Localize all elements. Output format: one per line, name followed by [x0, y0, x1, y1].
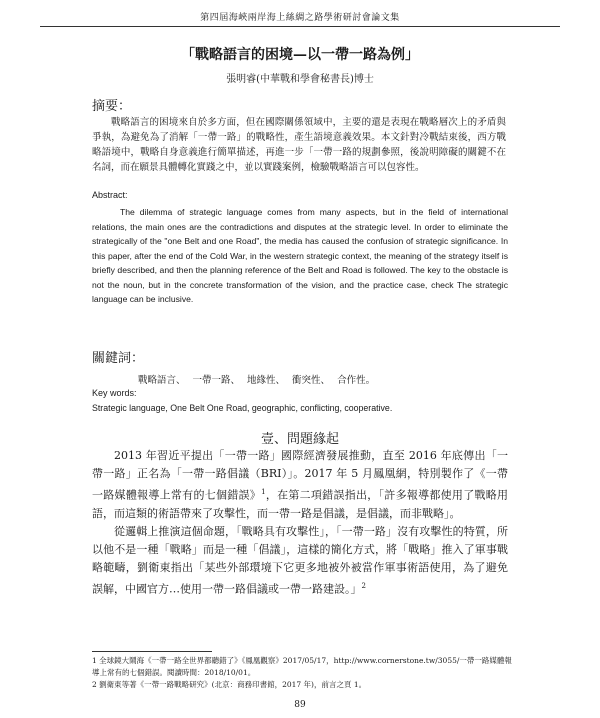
footnote-1: 1 全球鏡大鬧海《一帶一路全世界都聽錯了》《鳳凰觀察》2017/05/17，http://www.cornerstone.tw/3055/一帶一路媒體報導上常有的七個錯誤。閱讀時間：2018/10/01。	[92, 656, 512, 677]
footnotes	[92, 655, 512, 691]
body-paragraph-1-cont: ，在第二項錯誤指出，「許多報導都使用了戰略用語，而這類的術語帶來了攻擊性，而一帶一路是倡議，是倡議，而非戰略」。	[92, 488, 509, 520]
keywords-en-text: Strategic language, One Belt One Road, geographic, conflicting, cooperative.	[92, 403, 393, 413]
abstract-en-heading: Abstract:	[92, 190, 128, 200]
running-header: 第四屆海峽兩岸海上絲綢之路學術研討會論文集	[200, 13, 400, 23]
header-rule	[40, 26, 560, 27]
keywords-zh-text: 戰略語言、 一帶一路、 地緣性、 衝突性、 合作性。	[138, 375, 376, 386]
section-body	[92, 447, 508, 598]
footnote-ref-1[interactable]: 1	[261, 488, 266, 496]
abstract-zh-heading: 摘要：	[92, 99, 132, 114]
body-paragraph-1-text: 2013 年習近平提出「一帶一路」國際經濟發展推動，直至 2016 年底傳出「一帶一路」正名為「一帶一路倡議（BRI）」。2017 年 5 月鳳凰網，特別製作了《一帶一路媒體報導上常有的七個錯誤》	[92, 449, 508, 502]
page-number: 89	[294, 700, 306, 710]
body-paragraph-1	[92, 447, 508, 523]
body-paragraph-2-text: 從邏輯上推演這個命題，「戰略具有攻擊性」，「一帶一路」沒有攻擊性的特質，所以他不是一種「戰略」而是一種「倡議」，這樣的簡化方式，將「戰略」推入了軍事戰略範疇，劉衛東指出「某些外部環境下它更多地被外被當作軍事術語使用，為了避免誤解，中國官方…使用一帶一路倡議或一帶一路建設。」	[92, 524, 508, 596]
footnote-ref-2[interactable]: 2	[361, 581, 366, 590]
abstract-en-text: The dilemma of strategic language comes from many aspects, but in the field of international relations, the main ones are the contradictions and disputes at the strategic level. In order to eliminate the strategically of the "one Belt and one Road", the media has caused the confusion of strategic significance. In this paper, after the end of the Cold War, in the western strategic context, the meaning of the strategy itself is briefly described, and then the planning reference of the Belt and Road is followed. The key to the obstacle is not the noun, but in the concrete transformation of the vision, and the practice case, check The strategic language can be inclusive.	[92, 207, 508, 304]
footnote-2: 2 劉衛東等著《一帶一路戰略研究》(北京：商務印書館，2017 年)，前言之頁 1。	[92, 680, 367, 689]
keywords-zh-heading: 關鍵詞：	[92, 351, 145, 366]
body-paragraph-2	[92, 523, 508, 599]
keywords-en-heading: Key words:	[92, 388, 137, 398]
author-line: 張明睿(中華戰和學會秘書長)博士	[226, 74, 374, 85]
paper-title: 「戰略語言的困境—以一帶一路為例」	[181, 47, 419, 63]
abstract-zh-text: 戰略語言的困境來自於多方面，但在國際關係領域中，主要的還是表現在戰略層次上的矛盾與爭執，為避免為了消解「一帶一路」的戰略性，產生語境意義效果。本文針對冷戰結束後，西方戰略語境中，戰略自身意義進行簡單描述，再進一步「一帶一路的規劃參照，後說明障礙的關鍵不在名詞，而在願景具體轉化實踐之中，並以實踐案例，檢驗戰略語言可以包容性。	[92, 117, 506, 173]
footnote-rule	[92, 651, 212, 652]
section-heading: 壹、問題緣起	[260, 432, 339, 447]
